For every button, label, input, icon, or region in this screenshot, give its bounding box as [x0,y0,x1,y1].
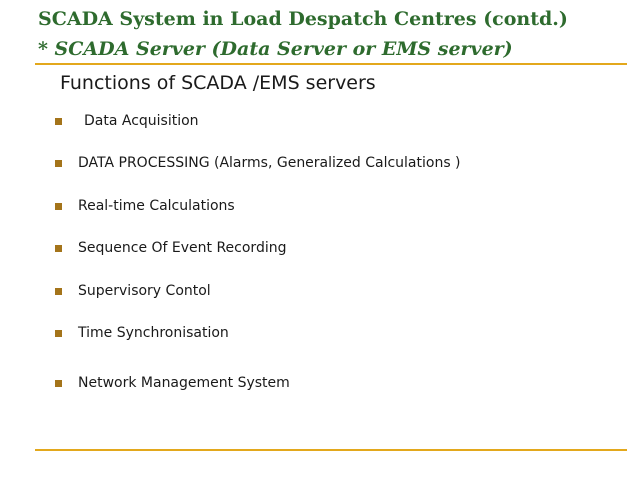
list-item-label: DATA PROCESSING (Alarms, Generalized Calculations ) [78,155,461,171]
list-item [55,111,199,131]
list-item-label: Supervisory Contol [78,283,211,299]
list-item-label: Data Acquisition [84,113,199,129]
section-heading: Functions of SCADA /EMS servers [60,72,376,94]
square-bullet-icon [55,380,62,387]
list-item [55,196,235,216]
list-item-label: Time Synchronisation [78,325,229,341]
square-bullet-icon [55,203,62,210]
list-item [55,153,461,173]
list-item [55,323,229,343]
list-item [55,281,211,301]
bottom-divider [35,449,627,451]
square-bullet-icon [55,288,62,295]
square-bullet-icon [55,160,62,167]
list-item-label: Real-time Calculations [78,198,235,214]
slide-title: SCADA System in Load Despatch Centres (contd.) [38,8,568,30]
list-item-label: Network Management System [78,375,290,391]
list-item [55,373,290,393]
slide-title-subheading: * SCADA Server (Data Server or EMS server) [38,38,513,60]
list-item [55,238,286,258]
square-bullet-icon [55,118,62,125]
square-bullet-icon [55,330,62,337]
list-item-label: Sequence Of Event Recording [78,240,287,256]
square-bullet-icon [55,245,62,252]
